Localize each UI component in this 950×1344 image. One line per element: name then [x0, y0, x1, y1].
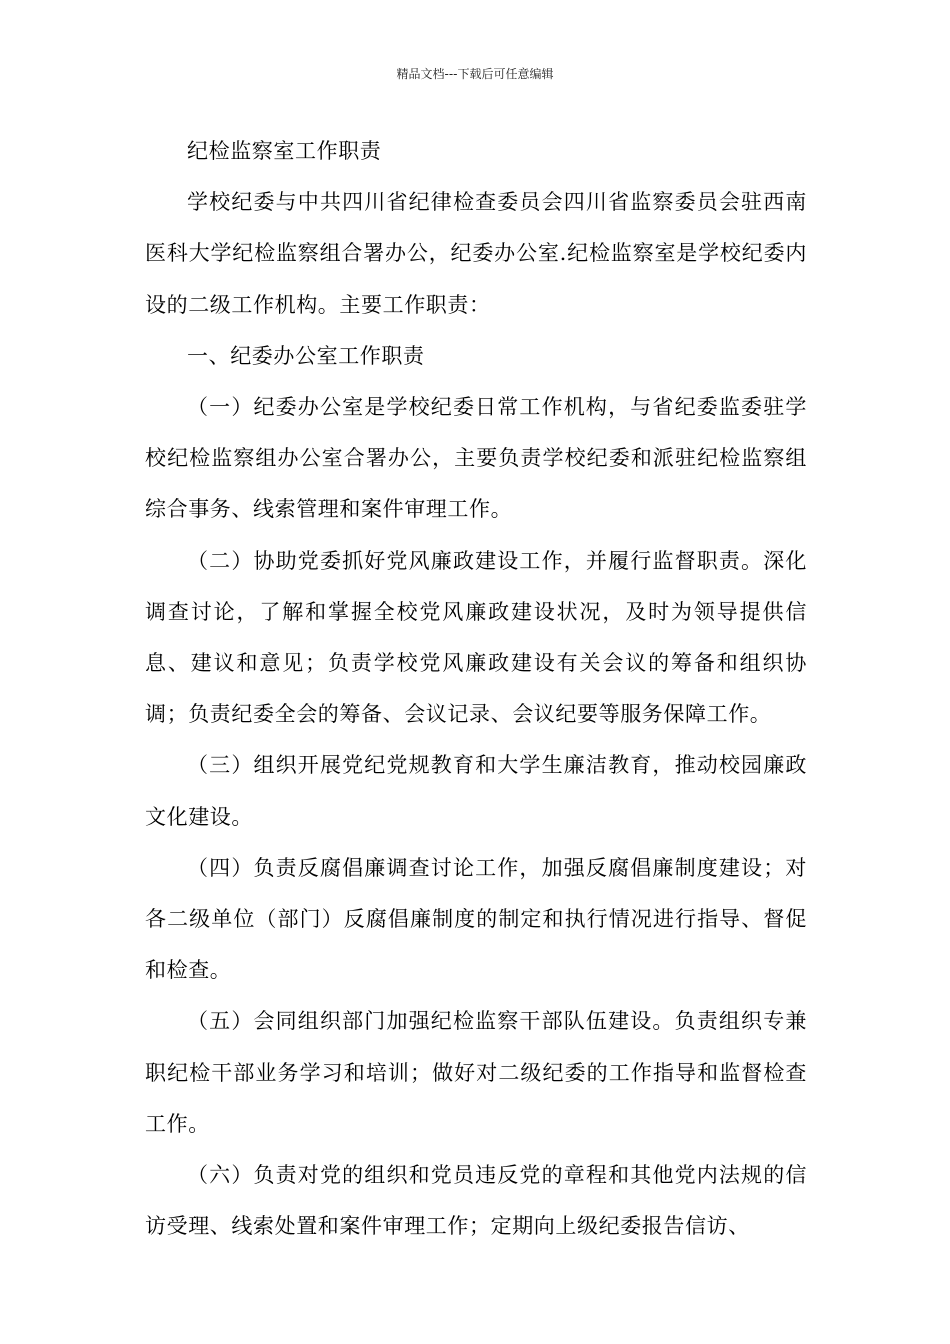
intro-paragraph: 学校纪委与中共四川省纪律检查委员会四川省监察委员会驻西南医科大学纪检监察组合署办公，纪委办公室.纪检监察室是学校纪委内设的二级工作机构。主要工作职责： — [145, 190, 807, 317]
duty-item-4: （四）负责反腐倡廉调查讨论工作，加强反腐倡廉制度建设；对各二级单位（部门）反腐倡廉制度的制定和执行情况进行指导、督促和检查。 — [145, 855, 807, 983]
section-title: 纪检监察室工作职责 — [187, 139, 382, 163]
document-body — [145, 126, 807, 1252]
duty-item-6: （六）负责对党的组织和党员违反党的章程和其他党内法规的信访受理、线索处置和案件审理工作；定期向上级纪委报告信访、 — [145, 1163, 807, 1239]
subsection-heading: 一、纪委办公室工作职责 — [187, 343, 425, 368]
page-header: 精品文档---下载后可任意编辑 — [396, 67, 554, 81]
duty-item-1: （一）纪委办公室是学校纪委日常工作机构，与省纪委监委驻学校纪检监察组办公室合署办公，主要负责学校纪委和派驻纪检监察组综合事务、线索管理和案件审理工作。 — [145, 395, 807, 522]
duty-item-3: （三）组织开展党纪党规教育和大学生廉洁教育，推动校园廉政文化建设。 — [145, 753, 807, 829]
duty-item-2: （二）协助党委抓好党风廉政建设工作，并履行监督职责。深化调查讨论，了解和掌握全校党风廉政建设状况，及时为领导提供信息、建议和意见；负责学校党风廉政建设有关会议的筹备和组织协调；负责纪委全会的筹备、会议记录、会议纪要等服务保障工作。 — [145, 548, 807, 727]
duty-item-5: （五）会同组织部门加强纪检监察干部队伍建设。负责组织专兼职纪检干部业务学习和培训；做好对二级纪委的工作指导和监督检查工作。 — [145, 1009, 807, 1136]
